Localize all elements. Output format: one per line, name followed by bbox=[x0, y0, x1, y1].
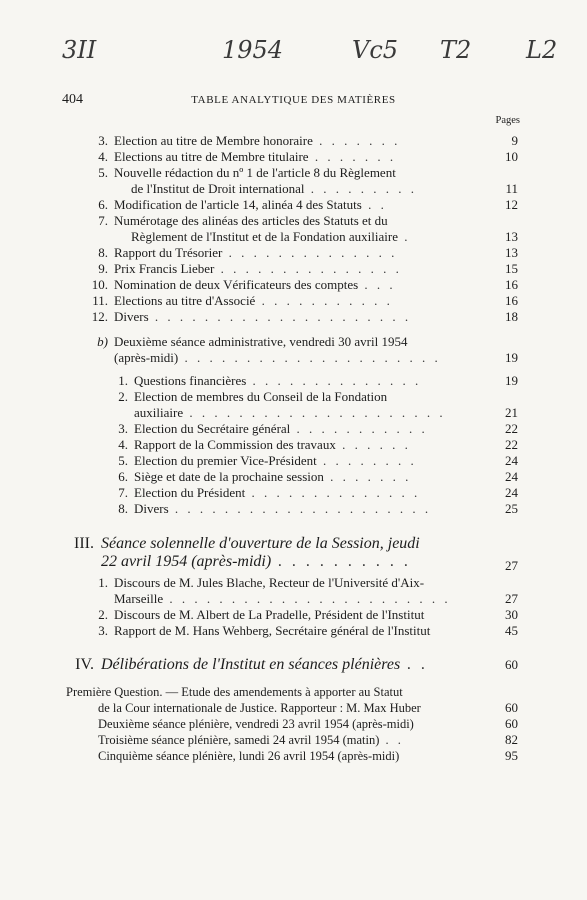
entry-number: 11. bbox=[92, 293, 108, 308]
entry-page: 45 bbox=[505, 623, 518, 638]
leader-dots: . . . . . . . bbox=[308, 149, 397, 164]
leader-dots: . . bbox=[400, 656, 429, 673]
toc-entry bbox=[0, 181, 587, 197]
entry-page: 21 bbox=[505, 405, 518, 420]
toc-entry bbox=[0, 309, 587, 325]
leader-dots: . . . . . . . bbox=[323, 469, 412, 484]
entry-number: 6. bbox=[118, 469, 128, 484]
entry-number: b) bbox=[97, 334, 108, 349]
handwritten-notes bbox=[0, 36, 587, 76]
toc-entry bbox=[0, 133, 587, 149]
entry-number: 2. bbox=[118, 389, 128, 404]
section-title: 22 avril 1954 (après-midi) bbox=[101, 553, 272, 570]
entry-page: 13 bbox=[505, 245, 518, 260]
entry-number: 7. bbox=[98, 213, 108, 228]
toc-section-heading bbox=[0, 534, 587, 554]
entry-text: Prix Francis Lieber bbox=[114, 261, 215, 276]
toc-entry bbox=[0, 149, 587, 165]
entry-number: 10. bbox=[91, 277, 108, 292]
toc-entry bbox=[0, 453, 587, 469]
leader-dots: . . . . . . . . . . . . . . bbox=[246, 373, 422, 388]
entry-number: 8. bbox=[98, 245, 108, 260]
toc-entry bbox=[0, 684, 587, 700]
entry-number: 9. bbox=[98, 261, 108, 276]
leader-dots: . . . . . . . . . bbox=[304, 181, 417, 196]
entry-text: auxiliaire bbox=[134, 405, 184, 420]
entry-page: 19 bbox=[505, 373, 518, 388]
leader-dots: . . . . . . . . . . . . . . . . . . . . . bbox=[183, 405, 446, 420]
toc-entry bbox=[0, 575, 587, 591]
entry-page: 60 bbox=[505, 700, 518, 715]
entry-number: 5. bbox=[118, 453, 128, 468]
entry-number: 3. bbox=[98, 133, 108, 148]
leader-dots: . . bbox=[379, 733, 404, 747]
leader-dots: . . . . . . . . . . . . . . . . . . . . . . . bbox=[163, 591, 451, 606]
leader-dots: . . . . . . . . . . . . . . . bbox=[214, 261, 402, 276]
leader-dots: . . . . . . . . . . . . . . bbox=[222, 245, 398, 260]
section-numeral: III. bbox=[74, 535, 94, 552]
entry-page: 95 bbox=[505, 748, 518, 763]
entry-text: de la Cour internationale de Justice. Rapporteur : M. Max Huber bbox=[98, 701, 421, 715]
entry-text: Election du premier Vice-Président bbox=[134, 453, 317, 468]
entry-text: Rapport du Trésorier bbox=[114, 245, 223, 260]
toc-entry bbox=[0, 732, 587, 748]
leader-dots: . . . . . . . . . . . . . . . . . . . . . bbox=[168, 501, 432, 516]
entry-text: Cinquième séance plénière, lundi 26 avril 1954 (après-midi) bbox=[98, 749, 400, 763]
entry-page: 22 bbox=[505, 421, 518, 436]
leader-dots: . . . . . . . bbox=[312, 133, 401, 148]
entry-text: Election du Secrétaire général bbox=[134, 421, 291, 436]
toc-entry bbox=[0, 501, 587, 517]
entry-text: Divers bbox=[114, 309, 149, 324]
section-title: Séance solennelle d'ouverture de la Session, jeudi bbox=[101, 535, 420, 552]
leader-dots: . . . . . . . . bbox=[316, 453, 417, 468]
entry-number: 4. bbox=[118, 437, 128, 452]
entry-page: 13 bbox=[505, 229, 518, 244]
entry-page: 10 bbox=[505, 149, 518, 164]
entry-number: 4. bbox=[98, 149, 108, 164]
toc-subsection bbox=[0, 334, 587, 350]
toc-entry bbox=[0, 245, 587, 261]
entry-page: 24 bbox=[505, 453, 518, 468]
entry-text: Elections au titre de Membre titulaire bbox=[114, 149, 309, 164]
handwritten-note: 1954 bbox=[222, 36, 284, 64]
entry-text: Siège et date de la prochaine session bbox=[134, 469, 324, 484]
toc-entry bbox=[0, 623, 587, 639]
section-title: Délibérations de l'Institut en séances plénières bbox=[101, 656, 401, 673]
entry-page: 11 bbox=[505, 181, 518, 196]
entry-text: Elections au titre d'Associé bbox=[114, 293, 256, 308]
leader-dots: . . . . . . bbox=[335, 437, 411, 452]
toc-entry bbox=[0, 373, 587, 389]
leader-dots: . . bbox=[361, 197, 387, 212]
toc-entry bbox=[0, 389, 587, 405]
toc-entry bbox=[0, 437, 587, 453]
entry-text: Deuxième séance administrative, vendredi 30 avril 1954 bbox=[114, 334, 408, 349]
toc-entry bbox=[0, 700, 587, 716]
entry-page: 60 bbox=[505, 716, 518, 731]
entry-text: Première Question. — Etude des amendements à apporter au Statut bbox=[66, 685, 403, 699]
entry-page: 27 bbox=[505, 558, 518, 573]
entry-page: 60 bbox=[505, 657, 518, 672]
toc-entry bbox=[0, 469, 587, 485]
entry-text: Divers bbox=[134, 501, 169, 516]
entry-text: Election de membres du Conseil de la Fondation bbox=[134, 389, 388, 404]
toc-entry bbox=[0, 213, 587, 229]
entry-text: Questions financières bbox=[134, 373, 247, 388]
entry-text: Rapport de M. Hans Wehberg, Secrétaire général de l'Institut bbox=[114, 623, 431, 638]
entry-page: 82 bbox=[505, 732, 518, 747]
entry-number: 3. bbox=[118, 421, 128, 436]
handwritten-note: T2 bbox=[440, 36, 472, 64]
pages-column-label: Pages bbox=[495, 115, 520, 126]
entry-number: 3. bbox=[98, 623, 108, 638]
section-numeral: IV. bbox=[75, 656, 94, 673]
toc-entry bbox=[0, 165, 587, 181]
entry-number: 5. bbox=[98, 165, 108, 180]
entry-text: Troisième séance plénière, samedi 24 avril 1954 (matin) bbox=[98, 733, 380, 747]
entry-page: 22 bbox=[505, 437, 518, 452]
entry-text: Election du Président bbox=[134, 485, 246, 500]
entry-page: 15 bbox=[505, 261, 518, 276]
entry-page: 24 bbox=[505, 485, 518, 500]
handwritten-note: 3ΙΙ bbox=[62, 36, 97, 64]
entry-page: 27 bbox=[505, 591, 518, 606]
entry-number: 12. bbox=[91, 309, 108, 324]
entry-number: 1. bbox=[98, 575, 108, 590]
entry-number: 6. bbox=[98, 197, 108, 212]
entry-page: 30 bbox=[505, 607, 518, 622]
entry-text: Marseille bbox=[114, 591, 164, 606]
toc-section-heading bbox=[0, 655, 587, 675]
leader-dots: . . . . . . . . . . . . . . . . . . . . . bbox=[148, 309, 412, 324]
entry-page: 24 bbox=[505, 469, 518, 484]
toc-section-heading bbox=[0, 552, 587, 572]
leader-dots: . . . . . . . . . . . . . . bbox=[245, 485, 421, 500]
leader-dots: . . . . . . . . . . . . . . . . . . . . . bbox=[178, 350, 441, 365]
toc-subsection bbox=[0, 350, 587, 366]
entry-page: 12 bbox=[505, 197, 518, 212]
toc-entry bbox=[0, 716, 587, 732]
entry-text: Numérotage des alinéas des articles des Statuts et du bbox=[114, 213, 388, 228]
leader-dots: . . . bbox=[358, 277, 396, 292]
toc-entry bbox=[0, 229, 587, 245]
entry-number: 8. bbox=[118, 501, 128, 516]
entry-page: 16 bbox=[505, 293, 518, 308]
entry-page: 16 bbox=[505, 277, 518, 292]
toc-entry bbox=[0, 607, 587, 623]
toc-entry bbox=[0, 277, 587, 293]
leader-dots: . . . . . . . . . . bbox=[271, 553, 412, 570]
toc-entry bbox=[0, 293, 587, 309]
entry-text: Discours de M. Albert de La Pradelle, Président de l'Institut bbox=[114, 607, 425, 622]
entry-text: Election au titre de Membre honoraire bbox=[114, 133, 313, 148]
toc-entry bbox=[0, 421, 587, 437]
entry-page: 25 bbox=[505, 501, 518, 516]
toc-entry bbox=[0, 485, 587, 501]
toc-entry bbox=[0, 591, 587, 607]
entry-text: Nomination de deux Vérificateurs des comptes bbox=[114, 277, 359, 292]
entry-text: Modification de l'article 14, alinéa 4 des Statuts bbox=[114, 197, 362, 212]
toc-entry bbox=[0, 197, 587, 213]
entry-page: 9 bbox=[511, 133, 518, 148]
entry-number: 2. bbox=[98, 607, 108, 622]
entry-text: de l'Institut de Droit international bbox=[131, 181, 305, 196]
leader-dots: . . . . . . . . . . . bbox=[290, 421, 428, 436]
entry-text: Discours de M. Jules Blache, Recteur de l'Université d'Aix- bbox=[114, 575, 425, 590]
entry-number: 1. bbox=[118, 373, 128, 388]
entry-page: 19 bbox=[505, 350, 518, 365]
toc-entry bbox=[0, 405, 587, 421]
leader-dots: . . . . . . . . . . . bbox=[255, 293, 393, 308]
handwritten-note: L2 bbox=[526, 36, 558, 64]
entry-text: Règlement de l'Institut et de la Fondation auxiliaire bbox=[131, 229, 398, 244]
entry-text: (après-midi) bbox=[114, 350, 179, 365]
toc-entry bbox=[0, 748, 587, 764]
handwritten-note: Vс5 bbox=[352, 36, 399, 64]
toc-entry bbox=[0, 261, 587, 277]
entry-text: Nouvelle rédaction du nº 1 de l'article 8 du Règlement bbox=[114, 165, 396, 180]
entry-text: Rapport de la Commission des travaux bbox=[134, 437, 336, 452]
entry-page: 18 bbox=[505, 309, 518, 324]
page-number: 404 bbox=[62, 92, 83, 107]
running-head: TABLE ANALYTIQUE DES MATIÈRES bbox=[191, 94, 396, 106]
leader-dots: . bbox=[397, 229, 411, 244]
entry-text: Deuxième séance plénière, vendredi 23 avril 1954 (après-midi) bbox=[98, 717, 414, 731]
entry-number: 7. bbox=[118, 485, 128, 500]
